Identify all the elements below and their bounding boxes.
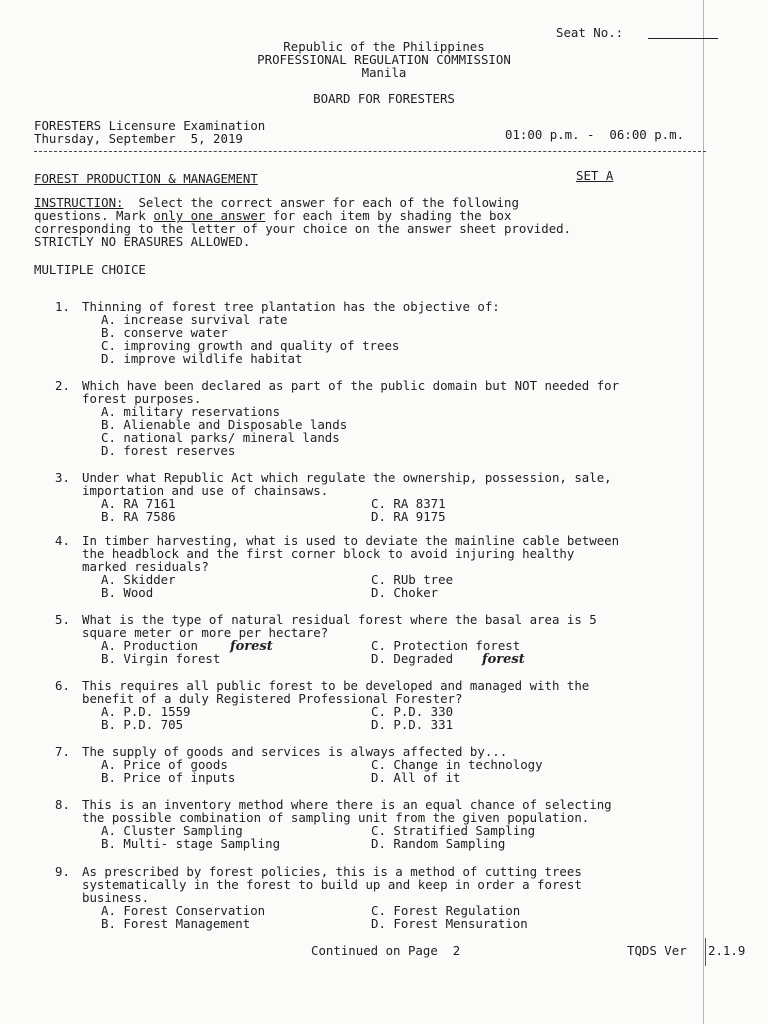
question-text: The supply of goods and services is always affected by... (82, 744, 508, 759)
answer-choice: C. P.D. 330 (371, 703, 454, 719)
answer-choice: B. Wood (101, 584, 154, 600)
question-text: the possible combination of sampling unit from the given population. (82, 809, 590, 825)
question-text: As prescribed by forest policies, this is a method of cutting trees (82, 864, 582, 879)
answer-choice: A. increase survival rate (101, 311, 288, 327)
answer-choice: B. Forest Management (101, 915, 251, 931)
answer-choice: B. Price of inputs (101, 769, 236, 785)
answer-choice: A. RA 7161 (101, 495, 176, 511)
instruction-text1: Select the correct answer for each of the following (123, 195, 519, 210)
question-number: 9. (55, 864, 70, 879)
question-text: the headblock and the first corner block to avoid injuring healthy (82, 545, 575, 561)
exam-title: FORESTERS Licensure Examination (34, 118, 266, 133)
version-divider (705, 938, 706, 966)
answer-choice: C. Forest Regulation (371, 902, 521, 918)
answer-choice: D. Degraded (371, 650, 454, 666)
answer-choice: C. RA 8371 (371, 495, 446, 511)
answer-choice: C. improving growth and quality of trees (101, 337, 400, 353)
question-number: 8. (55, 797, 70, 812)
answer-choice: A. Production (101, 637, 198, 653)
version-number: 2.1.9 (708, 943, 746, 958)
question-text: marked residuals? (82, 558, 209, 574)
question-text: In timber harvesting, what is used to deviate the mainline cable between (82, 533, 620, 548)
question-text: systematically in the forest to build up and keep in order a forest (82, 876, 582, 892)
question-number: 7. (55, 744, 70, 759)
exam-time: 01:00 p.m. - 06:00 p.m. (505, 127, 685, 142)
question-number: 4. (55, 533, 70, 548)
right-margin-line (703, 0, 704, 1024)
answer-choice: B. P.D. 705 (101, 716, 184, 732)
answer-choice: A. military reservations (101, 403, 281, 419)
answer-choice: C. RUb tree (371, 571, 454, 587)
seat-label: Seat No.: (556, 25, 624, 40)
continued-note: Continued on Page 2 (311, 943, 461, 958)
instruction-line3: corresponding to the letter of your choice on the answer sheet provided. (34, 221, 572, 236)
question-text: This requires all public forest to be developed and managed with the (82, 678, 590, 693)
answer-choice: B. Alienable and Disposable lands (101, 416, 348, 432)
board-title: BOARD FOR FORESTERS (313, 91, 455, 106)
set-label: SET A (576, 168, 614, 183)
answer-choice: A. P.D. 1559 (101, 703, 191, 719)
handwritten-note-q5d: forest (482, 652, 525, 667)
question-text: Which have been declared as part of the public domain but NOT needed for (82, 378, 620, 393)
question-number: 5. (55, 612, 70, 627)
question-text: Under what Republic Act which regulate the ownership, possession, sale, (82, 470, 612, 485)
handwritten-note-q5a: forest (230, 639, 273, 654)
instruction-label: INSTRUCTION: (34, 195, 124, 210)
answer-choice: A. Skidder (101, 571, 176, 587)
answer-choice: C. national parks/ mineral lands (101, 429, 340, 445)
answer-choice: B. Multi- stage Sampling (101, 835, 281, 851)
answer-choice: D. Choker (371, 584, 439, 600)
answer-choice: A. Forest Conservation (101, 902, 266, 918)
answer-choice: D. Forest Mensuration (371, 915, 528, 931)
answer-choice: D. All of it (371, 769, 461, 785)
answer-choice: B. conserve water (101, 324, 228, 340)
instruction-emphasis: only one answer (153, 208, 266, 223)
question-text: This is an inventory method where there is an equal chance of selecting (82, 797, 612, 812)
question-number: 1. (55, 299, 70, 314)
answer-choice: B. RA 7586 (101, 508, 176, 524)
question-text: Thinning of forest tree plantation has the objective of: (82, 299, 500, 314)
header-line1: Republic of the Philippines (283, 39, 485, 54)
instruction-text2a: questions. Mark (34, 208, 154, 223)
seat-number-blank (648, 38, 718, 39)
question-number: 2. (55, 378, 70, 393)
answer-choice: D. P.D. 331 (371, 716, 454, 732)
question-text: business. (82, 889, 150, 905)
section-title: MULTIPLE CHOICE (34, 262, 146, 277)
answer-choice: D. improve wildlife habitat (101, 350, 303, 366)
answer-choice: D. forest reserves (101, 442, 236, 458)
header-divider (34, 151, 706, 152)
question-text: importation and use of chainsaws. (82, 482, 329, 498)
answer-choice: C. Protection forest (371, 637, 521, 653)
answer-choice: B. Virgin forest (101, 650, 221, 666)
answer-choice: D. Random Sampling (371, 835, 506, 851)
question-number: 6. (55, 678, 70, 693)
exam-date: Thursday, September 5, 2019 (34, 131, 243, 146)
instruction-line4: STRICTLY NO ERASURES ALLOWED. (34, 234, 251, 249)
answer-choice: C. Change in technology (371, 756, 543, 772)
version-label: TQDS Ver (627, 943, 687, 958)
subject-title: FOREST PRODUCTION & MANAGEMENT (34, 171, 258, 186)
answer-choice: C. Stratified Sampling (371, 822, 536, 838)
question-text: What is the type of natural residual forest where the basal area is 5 (82, 612, 597, 627)
question-number: 3. (55, 470, 70, 485)
answer-choice: D. RA 9175 (371, 508, 446, 524)
header-line3: Manila (361, 65, 407, 80)
question-text: forest purposes. (82, 390, 202, 406)
answer-choice: A. Cluster Sampling (101, 822, 243, 838)
header-line2: PROFESSIONAL REGULATION COMMISSION (257, 52, 511, 67)
question-text: square meter or more per hectare? (82, 624, 329, 640)
question-text: benefit of a duly Registered Professional Forester? (82, 690, 463, 706)
answer-choice: A. Price of goods (101, 756, 228, 772)
instruction-text2b: for each item by shading the box (265, 208, 512, 223)
